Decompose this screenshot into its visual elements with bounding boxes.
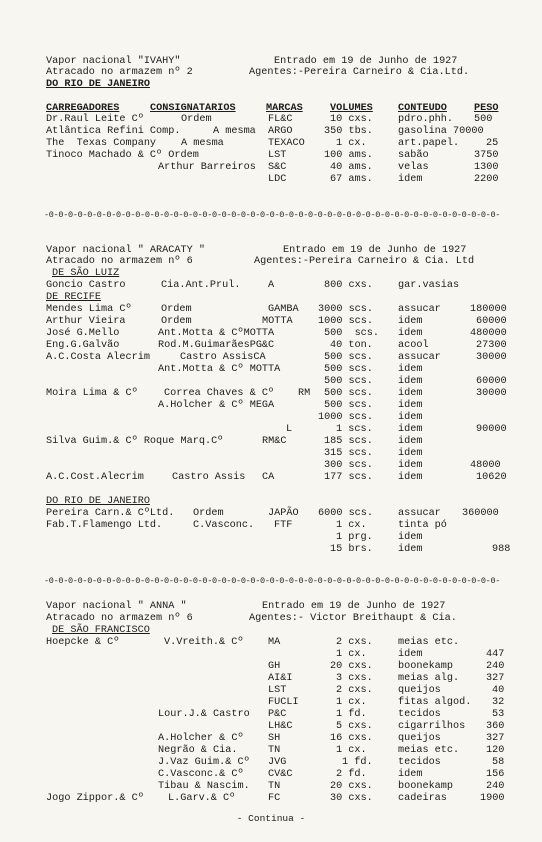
manifest-cell: assucar	[398, 304, 441, 315]
manifest-cell: 2200	[474, 174, 499, 185]
manifest-cell: 60000	[476, 316, 507, 327]
column-header: VOLUMES	[330, 103, 373, 114]
manifest-cell: 40	[492, 685, 505, 696]
manifest-cell: DE RECIFE	[46, 292, 102, 303]
manifest-cell: A	[268, 280, 275, 291]
manifest-line	[0, 721, 542, 732]
manifest-cell: 1 cx.	[336, 649, 367, 660]
manifest-cell: 100 ams.	[324, 150, 373, 161]
manifest-cell: Ordem	[193, 508, 224, 519]
manifest-cell: 480000	[470, 328, 507, 339]
manifest-cell: idem	[398, 532, 423, 543]
manifest-cell: 3 cxs.	[336, 673, 373, 684]
manifest-cell: Negrão & Cia.	[158, 745, 238, 756]
manifest-cell: Eng.G.Galvão	[46, 340, 120, 351]
manifest-cell: art.papel.	[398, 138, 460, 149]
manifest-cell: 500 scs.	[324, 400, 373, 411]
manifest-cell: 185 scs.	[324, 436, 373, 447]
manifest-line	[0, 697, 542, 708]
manifest-cell: RM	[298, 388, 311, 399]
manifest-cell: 1 fd.	[342, 757, 373, 768]
manifest-cell: Mendes Lima Cº	[46, 304, 132, 315]
manifest-cell: 800 cxs.	[324, 280, 373, 291]
manifest-line	[0, 769, 542, 780]
manifest-line	[0, 532, 542, 543]
manifest-cell: Ordem	[181, 114, 212, 125]
manifest-cell: idem	[398, 448, 423, 459]
manifest-cell: 30 cxs.	[330, 793, 373, 804]
manifest-cell: idem	[398, 412, 423, 423]
manifest-cell: gar.vasias	[398, 280, 460, 291]
manifest-cell: RM&C	[262, 436, 287, 447]
manifest-cell: Vapor nacional " ARACATY "	[46, 245, 205, 256]
manifest-cell: CA	[262, 472, 275, 483]
manifest-line	[0, 496, 542, 507]
manifest-cell: 1 fd.	[336, 709, 367, 720]
manifest-cell: FUCLI	[268, 697, 299, 708]
manifest-cell: 2 cxs.	[336, 637, 373, 648]
manifest-cell: CV&C	[268, 769, 293, 780]
manifest-cell: 1 cx.	[336, 697, 367, 708]
manifest-cell: JVG	[268, 757, 287, 768]
manifest-cell: Moira Lima & Cº	[46, 388, 138, 399]
manifest-cell: S&C	[268, 162, 287, 173]
manifest-cell: FL&C	[268, 114, 293, 125]
manifest-cell: L	[286, 424, 293, 435]
manifest-cell: acool	[398, 340, 429, 351]
manifest-cell: 1900	[480, 793, 505, 804]
manifest-cell: 48000	[470, 460, 501, 471]
manifest-cell: GH	[268, 661, 281, 672]
manifest-cell: meias etc.	[398, 637, 460, 648]
manifest-cell: 10 cxs.	[330, 114, 373, 125]
manifest-cell: 360	[486, 721, 505, 732]
manifest-cell: 315 scs.	[324, 448, 373, 459]
manifest-cell: 988	[492, 544, 511, 555]
manifest-cell: Vapor nacional "IVAHY"	[46, 56, 181, 67]
manifest-line	[0, 673, 542, 684]
manifest-cell: GAMBA	[268, 304, 299, 315]
manifest-cell: 16 cxs.	[330, 733, 373, 744]
manifest-cell: Ordem	[161, 304, 192, 315]
manifest-line	[0, 472, 542, 483]
manifest-cell: meias etc.	[398, 745, 460, 756]
manifest-cell: Tinoco Machado & Cº Ordem	[46, 150, 199, 161]
manifest-cell: 2 fd.	[336, 769, 367, 780]
manifest-cell: 25	[486, 138, 499, 149]
manifest-line	[0, 280, 542, 291]
section-separator: -0-0-0-0-0-0-0-0-0-0-0-0-0-0-0-0-0-0-0-0-0-0-0-0-0-0-0-0-0-0-0-0-0-0-0-0-0-0-0-0-0-0-0-0-0-0-0-	[44, 577, 501, 586]
manifest-line	[0, 328, 542, 339]
manifest-cell: Jogo Zippor.& Cº	[46, 793, 144, 804]
manifest-cell: A.C.Costa Alecrim	[46, 352, 150, 363]
manifest-cell: Tibau & Nascim.	[158, 781, 250, 792]
manifest-cell: A mesma	[181, 138, 224, 149]
manifest-cell: boonekamp	[398, 661, 454, 672]
manifest-cell: 177 scs.	[324, 472, 373, 483]
manifest-cell: idem	[398, 400, 423, 411]
manifest-line	[0, 352, 542, 363]
manifest-cell: idem	[398, 376, 423, 387]
manifest-cell: 1 cx.	[336, 520, 367, 531]
manifest-cell: 447	[486, 649, 505, 660]
column-header: PESO	[474, 103, 499, 114]
manifest-cell: 500 scs.	[324, 328, 380, 339]
manifest-cell: Fab.T.Flamengo Ltd.	[46, 520, 163, 531]
manifest-cell: FC	[268, 793, 281, 804]
manifest-cell: idem	[398, 460, 423, 471]
manifest-line	[0, 67, 542, 78]
manifest-cell: LST	[268, 150, 287, 161]
manifest-cell: LH&C	[268, 721, 293, 732]
manifest-cell: Agentes:-Pereira Carneiro & Cia.Ltd.	[249, 67, 470, 78]
manifest-line	[0, 150, 542, 161]
manifest-line	[0, 114, 542, 125]
manifest-cell: assucar	[398, 352, 441, 363]
manifest-line	[0, 709, 542, 720]
manifest-line	[0, 544, 542, 555]
manifest-cell: 180000	[470, 304, 507, 315]
manifest-line	[0, 733, 542, 744]
manifest-cell: V.Vreith.& Cº	[164, 637, 244, 648]
manifest-cell: 1000 scs.	[318, 412, 374, 423]
manifest-line	[0, 364, 542, 375]
manifest-cell: idem	[398, 472, 423, 483]
manifest-cell: Agentes:-Pereira Carneiro & Cia. Ltd	[254, 256, 475, 267]
manifest-cell: 2 cxs.	[336, 685, 373, 696]
manifest-cell: José G.Mello	[46, 328, 120, 339]
column-header: CONSIGNATARIOS	[150, 103, 236, 114]
manifest-cell: Silva Guim.& Cº Roque Marq.Cº	[46, 436, 224, 447]
manifest-cell: A.Holcher & Cº MEGA	[158, 400, 275, 411]
manifest-cell: 1 cx.	[336, 745, 367, 756]
manifest-cell: 360000	[462, 508, 499, 519]
manifest-cell: Castro AssisCA	[180, 352, 266, 363]
manifest-cell: 1 prg.	[336, 532, 373, 543]
manifest-line	[0, 757, 542, 768]
manifest-cell: tecidos	[398, 757, 441, 768]
column-header-row	[0, 103, 542, 114]
manifest-cell: 1300	[474, 162, 499, 173]
continua-footer: - Continua -	[236, 813, 306, 824]
manifest-cell: 120	[486, 745, 505, 756]
manifest-line	[0, 613, 542, 624]
manifest-line	[0, 520, 542, 531]
manifest-cell: Rod.M.GuimarãesPG&C	[158, 340, 275, 351]
manifest-cell: TN	[268, 745, 281, 756]
manifest-cell: 240	[486, 661, 505, 672]
manifest-cell: Dr.Raul Leite Cº	[46, 114, 144, 125]
manifest-cell: FTF	[274, 520, 293, 531]
manifest-line	[0, 126, 542, 137]
manifest-cell: assucar	[398, 508, 441, 519]
manifest-cell: 30000	[476, 352, 507, 363]
manifest-line	[0, 162, 542, 173]
manifest-cell: fitas algod.	[398, 697, 472, 708]
manifest-line	[0, 376, 542, 387]
manifest-cell: 3750	[474, 150, 499, 161]
manifest-cell: JAPÃO	[268, 508, 299, 519]
manifest-cell: A.C.Cost.Alecrim	[46, 472, 144, 483]
manifest-cell: Atracado no armazem nº 2	[46, 67, 193, 78]
manifest-cell: 500 scs.	[324, 364, 373, 375]
manifest-cell: 90000	[476, 424, 507, 435]
manifest-cell: cadeiras	[398, 793, 447, 804]
manifest-cell: MOTTA	[262, 316, 293, 327]
manifest-cell: Arthur Barreiros	[158, 162, 256, 173]
manifest-cell: cigarrilhos	[398, 721, 466, 732]
manifest-line	[0, 424, 542, 435]
manifest-cell: idem	[398, 364, 423, 375]
manifest-cell: idem	[398, 174, 423, 185]
manifest-cell: idem	[398, 424, 423, 435]
manifest-cell: 58	[492, 757, 505, 768]
manifest-cell: Atracado no armazem nº 6	[46, 256, 193, 267]
manifest-cell: Cia.Ant.Prul.	[161, 280, 241, 291]
manifest-cell: queijos	[398, 733, 441, 744]
manifest-cell: DO RIO DE JANEIRO	[46, 79, 150, 90]
manifest-cell: 1000 scs.	[318, 316, 374, 327]
manifest-cell: DE SÃO FRANCISCO	[52, 625, 150, 636]
manifest-cell: Arthur Vieira	[46, 316, 126, 327]
manifest-line	[0, 436, 542, 447]
manifest-cell: Correa Chaves & Cº	[164, 388, 275, 399]
manifest-cell: 60000	[476, 376, 507, 387]
manifest-cell: Ordem	[161, 316, 192, 327]
manifest-cell: 240	[486, 781, 505, 792]
manifest-cell: tinta pó	[398, 520, 447, 531]
manifest-cell: 300 scs.	[324, 460, 373, 471]
manifest-cell: 500 scs.	[324, 388, 373, 399]
manifest-cell: 500 scs.	[324, 376, 373, 387]
manifest-line	[0, 508, 542, 519]
manifest-cell: meias alg.	[398, 673, 460, 684]
manifest-cell: idem	[398, 649, 423, 660]
manifest-cell: 67 ams.	[330, 174, 373, 185]
manifest-line	[0, 268, 542, 279]
manifest-cell: A mesma	[213, 126, 256, 137]
manifest-cell: ARGO	[268, 126, 293, 137]
manifest-cell: 40 ams.	[330, 162, 373, 173]
manifest-line	[0, 661, 542, 672]
manifest-cell: queijos	[398, 685, 441, 696]
manifest-line	[0, 685, 542, 696]
manifest-cell: 32	[492, 697, 505, 708]
manifest-line	[0, 56, 542, 67]
manifest-cell: Lour.J.& Castro	[158, 709, 250, 720]
manifest-line	[0, 174, 542, 185]
manifest-cell: 1 cx.	[336, 138, 367, 149]
manifest-cell: sabão	[398, 150, 429, 161]
manifest-cell: idem	[398, 544, 423, 555]
manifest-cell: 20 cxs.	[330, 661, 373, 672]
manifest-cell: LDC	[268, 174, 287, 185]
manifest-line	[0, 245, 542, 256]
manifest-cell: idem	[398, 769, 423, 780]
manifest-line	[0, 448, 542, 459]
manifest-cell: 1 scs.	[336, 424, 373, 435]
manifest-cell: A.Holcher & Cº	[158, 733, 244, 744]
manifest-line	[0, 79, 542, 90]
manifest-cell: idem	[398, 316, 423, 327]
manifest-cell: J.Vaz Guim.& Cº	[158, 757, 250, 768]
manifest-cell: 5 cxs.	[336, 721, 373, 732]
manifest-line	[0, 601, 542, 612]
manifest-cell: 327	[486, 733, 505, 744]
manifest-cell: 156	[486, 769, 505, 780]
manifest-cell: idem	[398, 436, 423, 447]
manifest-cell: tecidos	[398, 709, 441, 720]
manifest-cell: 20 cxs.	[330, 781, 373, 792]
manifest-cell: 27300	[476, 340, 507, 351]
manifest-cell: TEXACO	[268, 138, 305, 149]
manifest-cell: Entrado em 19 de Junho de 1927	[274, 56, 458, 67]
manifest-cell: Castro Assis	[172, 472, 246, 483]
manifest-line	[0, 304, 542, 315]
manifest-cell: Ant.Motta & Cº MOTTA	[158, 364, 281, 375]
section-separator: -0-0-0-0-0-0-0-0-0-0-0-0-0-0-0-0-0-0-0-0-0-0-0-0-0-0-0-0-0-0-0-0-0-0-0-0-0-0-0-0-0-0-0-0-0-0-0-	[44, 211, 501, 220]
manifest-cell: 6000 scs.	[318, 508, 374, 519]
manifest-cell: 40 ton.	[330, 340, 373, 351]
manifest-cell: 327	[486, 673, 505, 684]
manifest-cell: C.Vasconc.& Cº	[158, 769, 244, 780]
manifest-cell: gasolina 70000	[398, 126, 484, 137]
manifest-cell: Vapor nacional " ANNA "	[46, 601, 187, 612]
manifest-cell: velas	[398, 162, 429, 173]
manifest-line	[0, 781, 542, 792]
manifest-line	[0, 400, 542, 411]
manifest-line	[0, 138, 542, 149]
manifest-cell: 53	[492, 709, 505, 720]
manifest-cell: AI&I	[268, 673, 293, 684]
manifest-cell: The Texas Company	[46, 138, 157, 149]
manifest-cell: boonekamp	[398, 781, 454, 792]
column-header: MARCAS	[266, 103, 303, 114]
manifest-cell: 10620	[476, 472, 507, 483]
manifest-cell: Entrado em 19 de Junho de 1927	[283, 245, 467, 256]
manifest-cell: 15 brs.	[330, 544, 373, 555]
manifest-cell: 500 scs.	[324, 352, 373, 363]
manifest-line	[0, 412, 542, 423]
manifest-cell: pdro.phh.	[398, 114, 454, 125]
manifest-cell: L.Garv.& Cº	[168, 793, 236, 804]
manifest-cell: Atlântica Refini Comp.	[46, 126, 181, 137]
manifest-cell: Ant.Motta & CºMOTTA	[158, 328, 275, 339]
manifest-line	[0, 316, 542, 327]
manifest-cell: Agentes:- Victor Breithaupt & Cia.	[249, 613, 457, 624]
manifest-cell: Atracado no armazem nº 6	[46, 613, 193, 624]
column-header: CONTEUDO	[398, 103, 447, 114]
manifest-line	[0, 745, 542, 756]
manifest-cell: LST	[268, 685, 287, 696]
manifest-cell: idem	[398, 328, 423, 339]
column-header: CARREGADORES	[46, 103, 120, 114]
manifest-cell: C.Vasconc.	[193, 520, 255, 531]
manifest-cell: P&C	[268, 709, 287, 720]
manifest-line	[0, 625, 542, 636]
manifest-line	[0, 340, 542, 351]
manifest-cell: 500	[474, 114, 493, 125]
manifest-cell: 350 tbs.	[324, 126, 373, 137]
manifest-line	[0, 256, 542, 267]
manifest-cell: SH	[268, 733, 281, 744]
manifest-cell: Hoepcke & Cº	[46, 637, 120, 648]
manifest-line	[0, 292, 542, 303]
manifest-cell: 30000	[476, 388, 507, 399]
manifest-cell: idem	[398, 388, 423, 399]
manifest-line	[0, 460, 542, 471]
manifest-cell: Pereira Carn.& CºLtd.	[46, 508, 175, 519]
manifest-line	[0, 388, 542, 399]
manifest-line	[0, 649, 542, 660]
manifest-cell: TN	[268, 781, 281, 792]
manifest-cell: DO RIO DE JANEIRO	[46, 496, 150, 507]
manifest-line	[0, 637, 542, 648]
manifest-line	[0, 793, 542, 804]
manifest-cell: MA	[268, 637, 281, 648]
manifest-cell: 3000 scs.	[318, 304, 374, 315]
manifest-cell: DE SÃO LUIZ	[52, 268, 120, 279]
manifest-cell: Goncio Castro	[46, 280, 126, 291]
manifest-cell: Entrado em 19 de Junho de 1927	[262, 601, 446, 612]
